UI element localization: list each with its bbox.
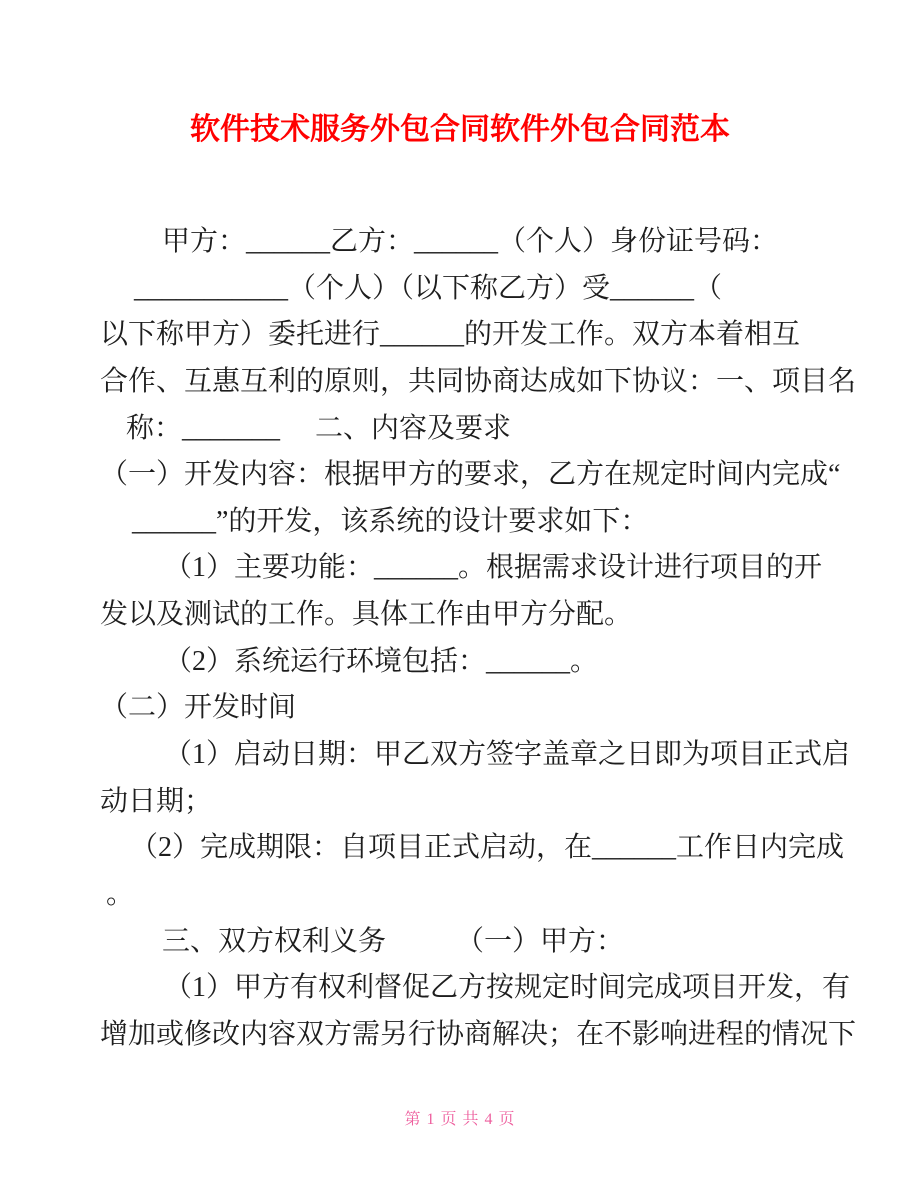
- document-line: 称：_______ 二、内容及要求: [126, 412, 512, 444]
- page-footer: 第 1 页 共 4 页: [404, 1111, 516, 1128]
- document-line: （1）甲方有权利督促乙方按规定时间完成项目开发，有: [164, 972, 851, 1004]
- document-line: ______”的开发，该系统的设计要求如下：: [132, 505, 649, 537]
- document-line: 动日期；: [100, 785, 213, 817]
- document-line: 甲方：______乙方：______（个人）身份证号码：: [162, 226, 779, 257]
- document-line: （1）启动日期：甲乙双方签字盖章之日即为项目正式启: [164, 739, 851, 771]
- document-body: [100, 219, 857, 1059]
- document-line: 合作、互惠互利的原则，共同协商达成如下协议：一、项目名: [100, 365, 857, 397]
- document-line: 。: [106, 878, 135, 910]
- document-line: （2）完成期限：自项目正式启动，在______工作日内完成: [130, 832, 845, 864]
- document-line: （1）主要功能：______。根据需求设计进行项目的开: [164, 552, 823, 584]
- document-title: 软件技术服务外包合同软件外包合同范本: [190, 113, 730, 146]
- document-line: （二）开发时间: [100, 692, 297, 724]
- document-line: （2）系统运行环境包括：______。: [164, 645, 599, 677]
- document-line: 增加或修改内容双方需另行协商解决；在不影响进程的情况下: [100, 1018, 857, 1050]
- document-line: ___________（个人）（以下称乙方）受______（: [134, 272, 723, 304]
- document-line: 三、双方权利义务 （一）甲方：: [162, 925, 625, 957]
- document-line: 发以及测试的工作。具体工作由甲方分配。: [100, 599, 633, 631]
- document-line: （一）开发内容：根据甲方的要求，乙方在规定时间内完成“: [100, 459, 841, 491]
- document-line: 以下称甲方）委托进行______的开发工作。双方本着相互: [100, 319, 801, 351]
